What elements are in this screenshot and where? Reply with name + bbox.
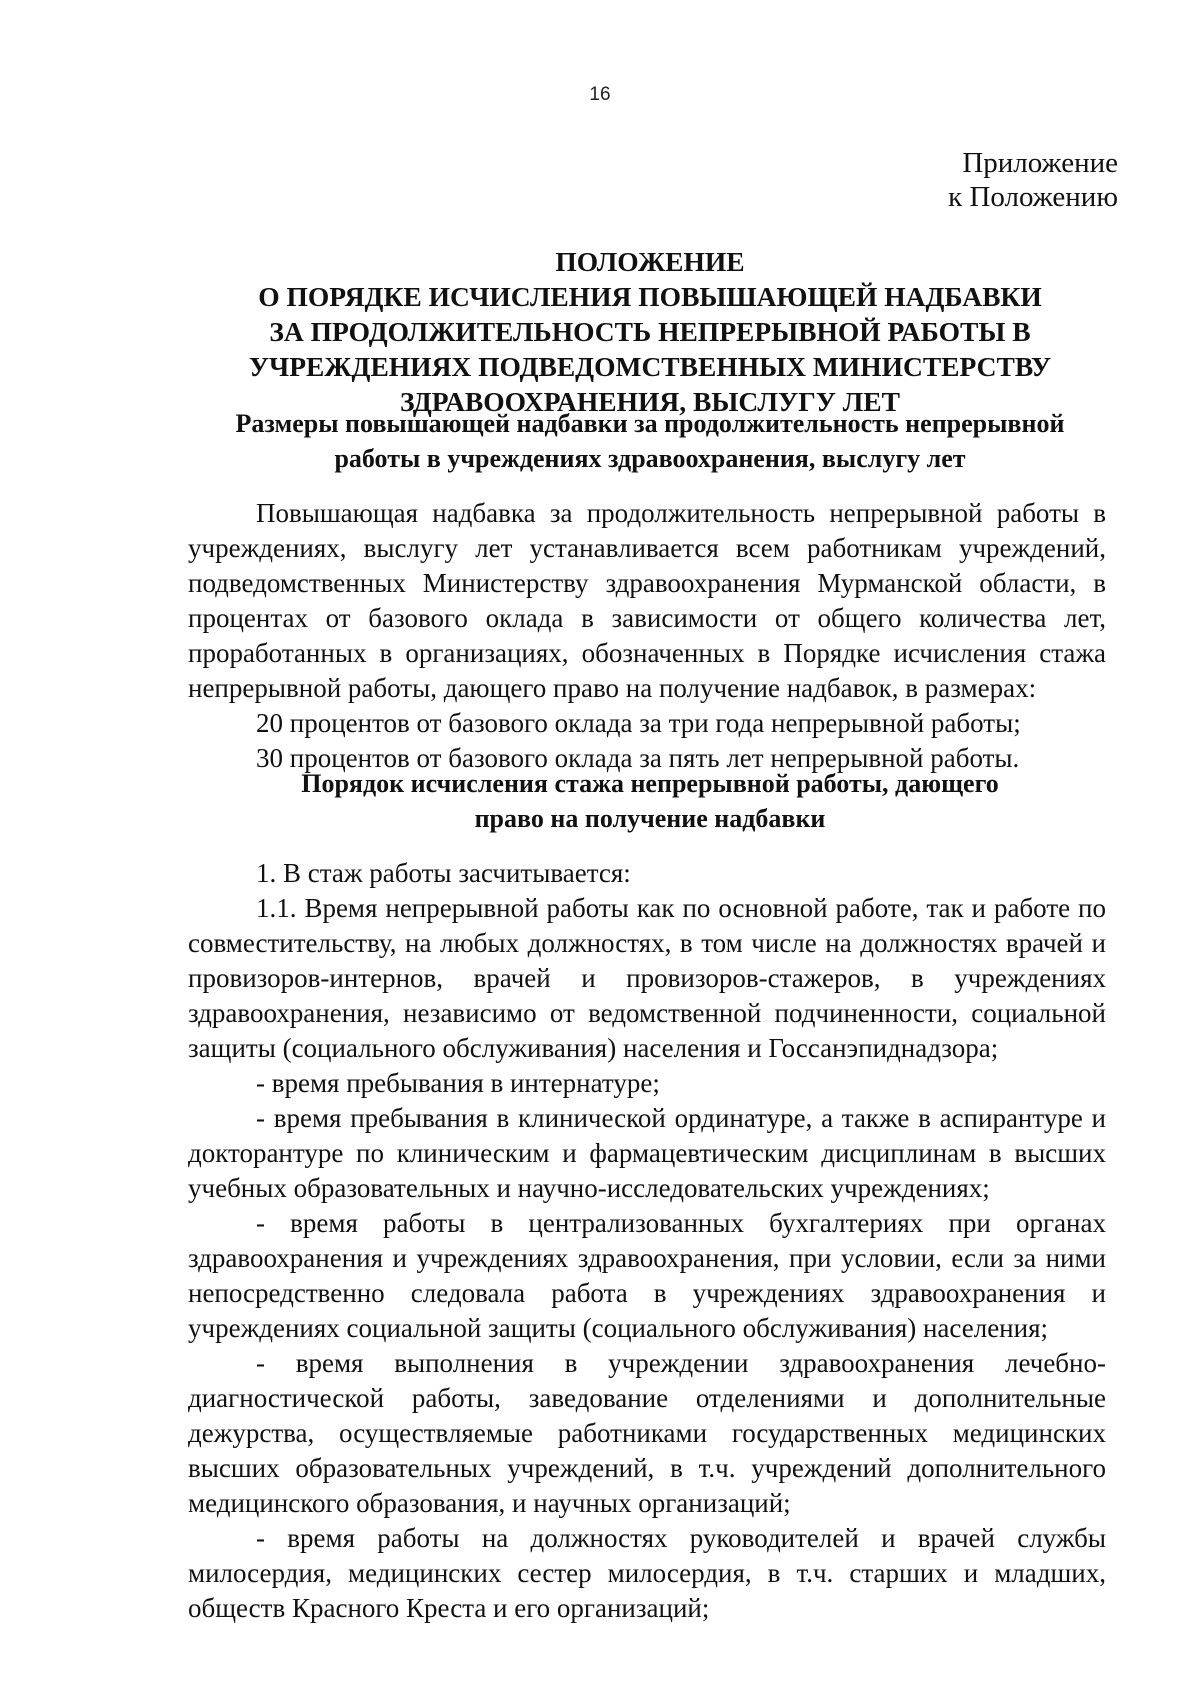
section-2-paragraph-1: 1. В стаж работы засчитывается:: [256, 858, 631, 888]
section-2-paragraph-3: - время пребывания в интернатуре;: [256, 1068, 660, 1098]
title-line-1: ПОЛОЖЕНИЕ: [555, 246, 745, 277]
title-line-2: О ПОРЯДКЕ ИСЧИСЛЕНИЯ ПОВЫШАЮЩЕЙ НАДБАВКИ: [258, 281, 1042, 312]
section-1-paragraph-2: 20 процентов от базового оклада за три года непрерывной работы;: [256, 708, 1021, 738]
section-1-paragraph-3: 30 процентов от базового оклада за пять лет непрерывной работы.: [256, 743, 1020, 773]
appendix-note: [948, 146, 1118, 214]
section-2-paragraph-5: - время работы в централизованных бухгалтериях при органах здравоохранения и учреждениях здравоохранения, при условии, если за ними непосредственно следовала работа в учреждениях здравоохранения и учреждениях социальной защиты (социального обслуживания) населения;: [188, 1208, 1106, 1343]
title-line-3: ЗА ПРОДОЛЖИТЕЛЬНОСТЬ НЕПРЕРЫВНОЙ РАБОТЫ В: [269, 316, 1031, 347]
section-1-body: [188, 496, 1106, 776]
section-2-heading: [188, 766, 1112, 836]
section-2-paragraph-4: - время пребывания в клинической ординатуре, а также в аспирантуре и докторантуре по клиническим и фармацевтическим дисциплинам в высших учебных образовательных и научно-исследовательских учреждениях;: [188, 1103, 1106, 1203]
section-2-paragraph-6: - время выполнения в учреждении здравоохранения лечебно-диагностической работы, заведование отделениями и дополнительные дежурства, осуществляемые работниками государственных медицинских высших образовательных учреждений, в т.ч. учреждений дополнительного медицинского образования, и научных организаций;: [188, 1348, 1106, 1518]
appendix-line-1: Приложение: [962, 147, 1118, 179]
section-1-heading-line-2: работы в учреждениях здравоохранения, выслугу лет: [334, 444, 966, 473]
title-line-4: УЧРЕЖДЕНИЯХ ПОДВЕДОМСТВЕННЫХ МИНИСТЕРСТВУ: [248, 351, 1052, 382]
section-2-heading-line-1: Порядок исчисления стажа непрерывной работы, дающего: [301, 769, 999, 798]
title-line-5: ЗДРАВООХРАНЕНИЯ, ВЫСЛУГУ ЛЕТ: [400, 386, 900, 417]
section-2-body: [188, 856, 1106, 1626]
section-1-heading-line-1: Размеры повышающей надбавки за продолжительность непрерывной: [235, 409, 1065, 438]
section-1-heading: [188, 406, 1112, 476]
section-2-paragraph-2: 1.1. Время непрерывной работы как по основной работе, так и работе по совместительству, на любых должностях, в том числе на должностях врачей и провизоров-интернов, врачей и провизоров-стажеров, в учреждениях здравоохранения, независимо от ведомственной подчиненности, социальной защиты (социального обслуживания) населения и Госсанэпиднадзора;: [188, 893, 1106, 1063]
section-2-paragraph-7: - время работы на должностях руководителей и врачей службы милосердия, медицинских сестер милосердия, в т.ч. старших и младших, обществ Красного Креста и его организаций;: [188, 1523, 1106, 1623]
document-title: [180, 244, 1120, 419]
section-1-paragraph-1: Повышающая надбавка за продолжительность непрерывной работы в учреждениях, выслугу лет устанавливается всем работникам учреждений, подведомственных Министерству здравоохранения Мурманской области, в процентах от базового оклада в зависимости от общего количества лет, проработанных в организациях, обозначенных в Порядке исчисления стажа непрерывной работы, дающего право на получение надбавок, в размерах:: [188, 498, 1106, 703]
page-number: 16: [589, 84, 611, 105]
appendix-line-2: к Положению: [948, 181, 1118, 213]
section-2-heading-line-2: право на получение надбавки: [474, 804, 826, 833]
